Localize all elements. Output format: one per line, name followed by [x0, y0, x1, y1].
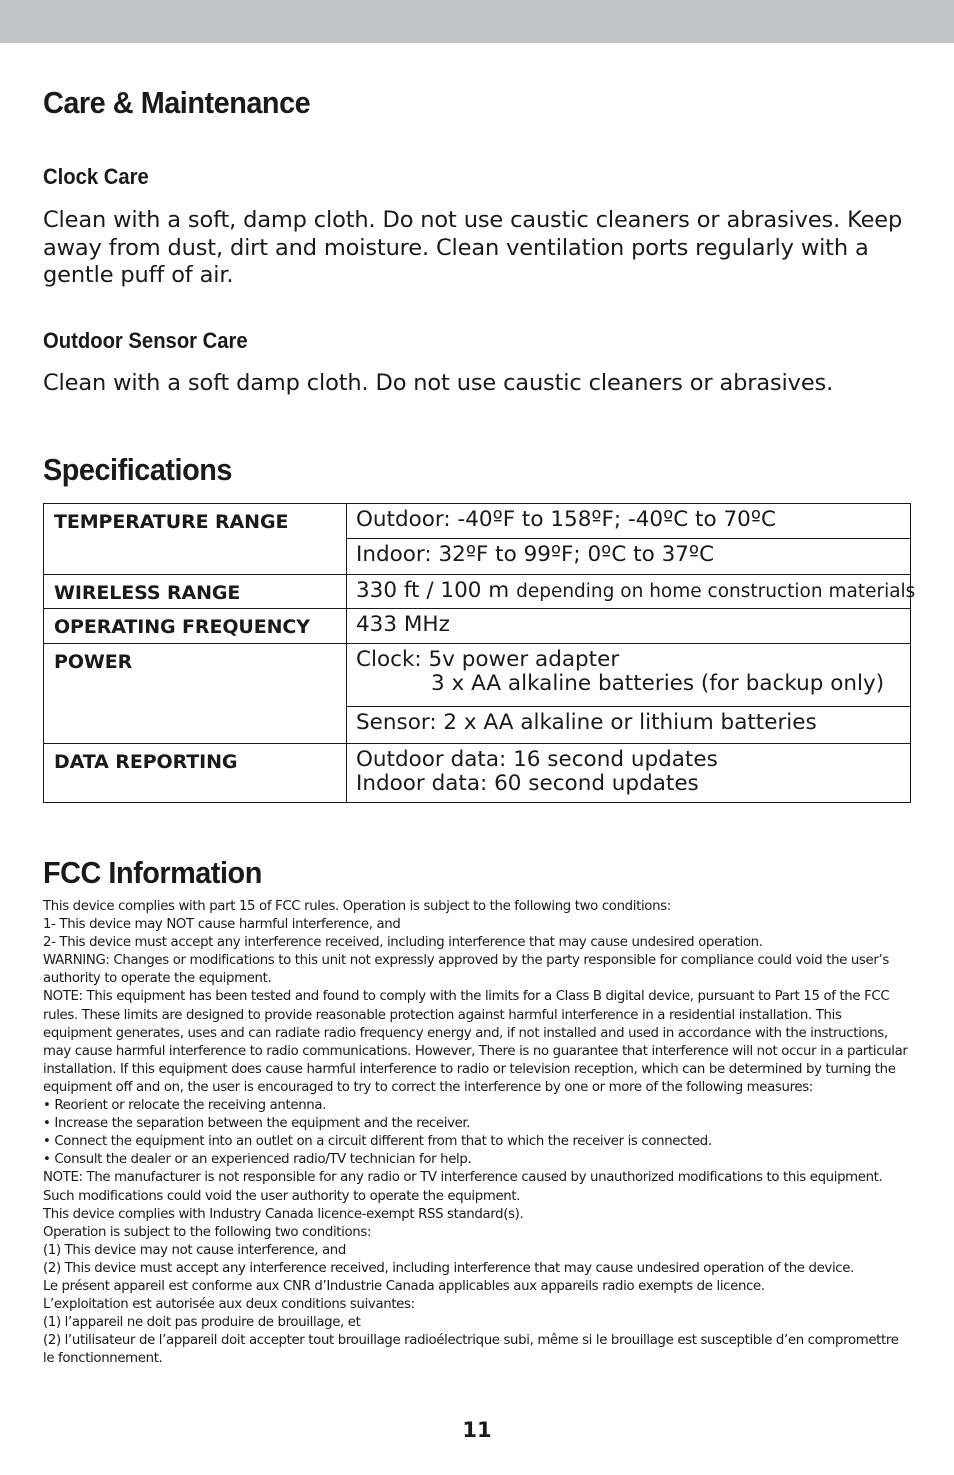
wireless-range-distance: 330 ft / 100 m: [356, 578, 510, 603]
temperature-indoor-value: Indoor: 32ºF to 99ºF; 0ºC to 37ºC: [347, 539, 911, 575]
fcc-line: (2) This device must accept any interference received, including interference that may cause undesired operation of the device.: [43, 1260, 854, 1276]
specifications-title: Specifications: [43, 452, 232, 487]
fcc-line: This device complies with Industry Canada licence-exempt RSS standard(s).: [43, 1206, 524, 1222]
fcc-line: (2) l’utilisateur de l’appareil doit accepter tout brouillage radioélectrique subi, même si le brouillage est susceptible d’en compromettre le fonctionnement.: [43, 1333, 899, 1367]
fcc-line: NOTE: This equipment has been tested and found to comply with the limits for a Class B digital device, pursuant to Part 15 of the FCC rules. These limits are designed to provide reasonable protection against harmful interference in a residential installation. This equipment generates, uses and can radiate radio frequency energy and, if not installed and used in accordance with the instructions, may cause harmful interference to radio communications. However, There is no guarantee that interference will not occur in a particular installation. If this equipment does cause harmful interference to radio or television reception, which can be determined by turning the equipment off and on, the user is encouraged to try to correct the interference by one or more of the following measures:: [43, 989, 908, 1095]
table-row: [44, 504, 911, 539]
fcc-line: Le présent appareil est conforme aux CNR d’Industrie Canada applicables aux appareils radio exempts de licence.: [43, 1278, 765, 1294]
outdoor-sensor-care-text: Clean with a soft damp cloth. Do not use caustic cleaners or abrasives.: [43, 370, 834, 396]
care-maintenance-title: Care & Maintenance: [43, 85, 311, 120]
temperature-outdoor-value: Outdoor: -40ºF to 158ºF; -40ºC to 70ºC: [347, 504, 911, 539]
power-label: POWER: [44, 644, 347, 744]
power-clock-value: [347, 644, 911, 707]
wireless-range-value: [347, 575, 916, 609]
fcc-line: This device complies with part 15 of FCC rules. Operation is subject to the following two conditions:: [43, 899, 671, 914]
data-indoor-value: Indoor data: 60 second updates: [356, 771, 699, 796]
fcc-line: NOTE: The manufacturer is not responsible for any radio or TV interference caused by unauthorized modifications to this equipment. Such modifications could void the user authority to operate the equipment.: [43, 1170, 883, 1204]
data-reporting-label: DATA REPORTING: [44, 744, 347, 803]
clock-care-heading: Clock Care: [43, 164, 149, 189]
outdoor-sensor-care-heading: Outdoor Sensor Care: [43, 328, 248, 353]
fcc-line: WARNING: Changes or modifications to this unit not expressly approved by the party responsible for compliance could void the user’s authority to operate the equipment.: [43, 953, 889, 987]
fcc-line: (1) l’appareil ne doit pas produire de brouillage, et: [43, 1315, 361, 1331]
table-row: [44, 744, 911, 803]
data-reporting-value: [347, 744, 911, 803]
fcc-information-title: FCC Information: [43, 855, 262, 890]
fcc-line: 2- This device must accept any interference received, including interference that may cause undesired operation.: [43, 935, 763, 951]
wireless-range-note: depending on home construction materials: [516, 581, 916, 602]
fcc-line: 1- This device may NOT cause harmful interference, and: [43, 917, 401, 933]
fcc-line: • Connect the equipment into an outlet on a circuit different from that to which the receiver is connected.: [43, 1134, 712, 1150]
data-outdoor-value: Outdoor data: 16 second updates: [356, 747, 718, 772]
power-clock-line1: Clock: 5v power adapter: [356, 647, 620, 672]
clock-care-text: Clean with a soft, damp cloth. Do not use caustic cleaners or abrasives. Keep away from dust, dirt and moisture. Clean ventilation ports regularly with a gentle puff of air.: [43, 207, 903, 288]
table-row: [44, 575, 911, 609]
fcc-line: (1) This device may not cause interference, and: [43, 1242, 346, 1258]
page-number: 11: [462, 1418, 492, 1442]
specifications-table: [43, 503, 916, 803]
operating-frequency-label: OPERATING FREQUENCY: [44, 609, 347, 644]
fcc-line: • Reorient or relocate the receiving antenna.: [43, 1098, 327, 1114]
power-sensor-value: Sensor: 2 x AA alkaline or lithium batteries: [347, 707, 911, 744]
wireless-range-label: WIRELESS RANGE: [44, 575, 347, 609]
fcc-text-block: [43, 898, 913, 1368]
temperature-range-label: TEMPERATURE RANGE: [44, 504, 347, 575]
table-row: [44, 644, 911, 707]
power-clock-line2: 3 x AA alkaline batteries (for backup only): [431, 671, 885, 696]
fcc-line: • Consult the dealer or an experienced radio/TV technician for help.: [43, 1152, 472, 1168]
fcc-line: Operation is subject to the following two conditions:: [43, 1224, 372, 1240]
table-row: [44, 609, 911, 644]
operating-frequency-value: 433 MHz: [347, 609, 911, 644]
header-band: [0, 0, 954, 43]
fcc-line: L’exploitation est autorisée aux deux conditions suivantes:: [43, 1297, 415, 1313]
fcc-line: • Increase the separation between the equipment and the receiver.: [43, 1116, 471, 1132]
